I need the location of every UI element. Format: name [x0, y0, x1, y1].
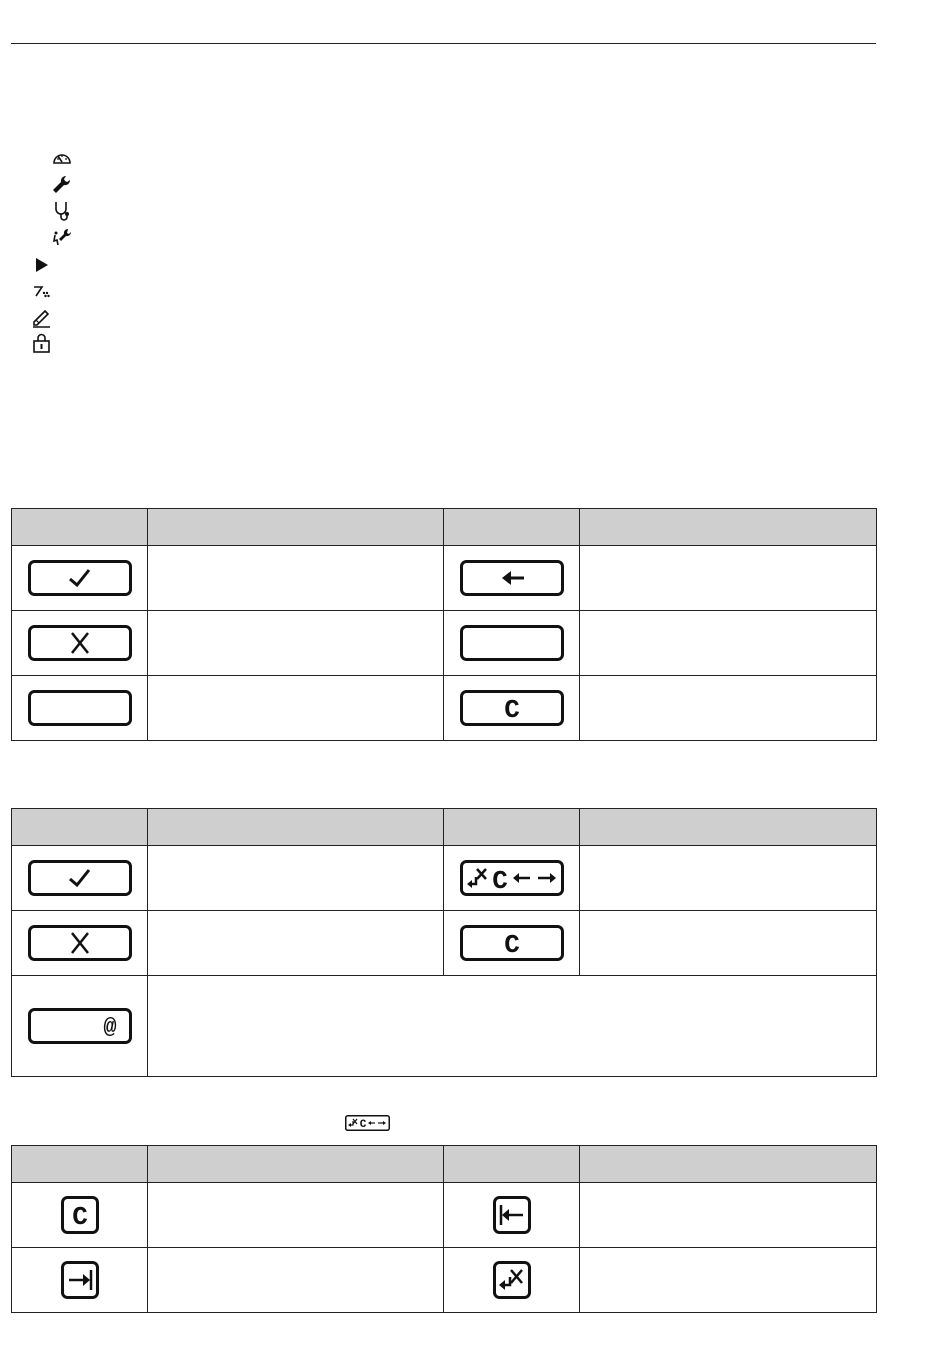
table-row — [12, 1248, 877, 1313]
key-cell — [444, 1183, 580, 1248]
key-cell — [444, 846, 580, 911]
left-arrow-key[interactable] — [460, 560, 564, 596]
key-cell — [444, 611, 580, 676]
check-key[interactable] — [28, 860, 132, 896]
description-cell — [148, 546, 444, 611]
edit-keys-inline-icon — [345, 1115, 390, 1131]
gauge-icon — [50, 147, 74, 171]
header-cell — [148, 509, 444, 546]
description-cell — [148, 911, 444, 976]
key-cell — [12, 676, 148, 741]
description-cell — [148, 611, 444, 676]
x-key[interactable] — [28, 925, 132, 961]
play-arrow-icon — [30, 253, 54, 277]
wrench-icon — [50, 173, 74, 197]
description-cell — [580, 1183, 877, 1248]
header-cell — [580, 809, 877, 846]
table-header-row — [12, 809, 877, 846]
key-cell — [12, 976, 148, 1077]
key-cell — [444, 546, 580, 611]
key-cell — [444, 1248, 580, 1313]
table-header-row — [12, 1146, 877, 1183]
table-header-row — [12, 509, 877, 546]
c-key[interactable] — [460, 690, 564, 726]
lock-icon — [30, 331, 54, 355]
header-cell — [444, 509, 580, 546]
blank-key[interactable] — [460, 625, 564, 661]
check-key[interactable] — [28, 560, 132, 596]
key-cell — [12, 611, 148, 676]
description-cell — [580, 676, 877, 741]
at-key[interactable] — [28, 1008, 132, 1044]
delete-key[interactable] — [493, 1261, 531, 1299]
c-square-key[interactable] — [61, 1196, 99, 1234]
header-cell — [580, 1146, 877, 1183]
header-cell — [148, 809, 444, 846]
description-cell — [148, 1248, 444, 1313]
key-cell — [12, 911, 148, 976]
header-cell — [148, 1146, 444, 1183]
table-row — [12, 976, 877, 1077]
x-key[interactable] — [28, 625, 132, 661]
header-cell — [444, 1146, 580, 1183]
c-key-label: C — [503, 695, 520, 725]
header-cell — [580, 509, 877, 546]
description-cell — [148, 676, 444, 741]
pencil-icon — [30, 305, 54, 329]
key-cell — [444, 911, 580, 976]
table-row — [12, 546, 877, 611]
move-right-key[interactable] — [61, 1261, 99, 1299]
key-cell — [12, 1248, 148, 1313]
key-table-2 — [11, 808, 877, 1077]
key-table-1 — [11, 508, 877, 741]
key-cell — [12, 846, 148, 911]
key-cell — [12, 1183, 148, 1248]
blank-key[interactable] — [28, 690, 132, 726]
move-left-key[interactable] — [493, 1196, 531, 1234]
description-cell — [580, 1248, 877, 1313]
key-table-3 — [11, 1145, 877, 1313]
header-cell — [12, 809, 148, 846]
c-key-label: C — [71, 1202, 88, 1232]
edit-keys-key[interactable] — [460, 860, 564, 896]
svg-text:C: C — [491, 866, 508, 896]
description-cell — [148, 976, 877, 1077]
key-cell — [12, 546, 148, 611]
svg-text:C: C — [359, 1119, 367, 1131]
table-row — [12, 611, 877, 676]
table-row — [12, 1183, 877, 1248]
table-row — [12, 911, 877, 976]
stethoscope-icon — [50, 199, 74, 223]
description-cell — [580, 611, 877, 676]
c-key[interactable] — [460, 925, 564, 961]
description-cell — [580, 546, 877, 611]
expert-wrench-icon — [50, 225, 74, 249]
c-key-label: C — [503, 930, 520, 960]
description-cell — [580, 846, 877, 911]
table-row — [12, 846, 877, 911]
description-cell — [148, 846, 444, 911]
header-cell — [12, 1146, 148, 1183]
table-row — [12, 676, 877, 741]
top-horizontal-rule — [11, 43, 876, 44]
header-cell — [444, 809, 580, 846]
description-cell — [580, 911, 877, 976]
menu-path-icon — [30, 279, 54, 303]
header-cell — [12, 509, 148, 546]
key-cell — [444, 676, 580, 741]
at-key-label: @ — [102, 1015, 117, 1040]
description-cell — [148, 1183, 444, 1248]
